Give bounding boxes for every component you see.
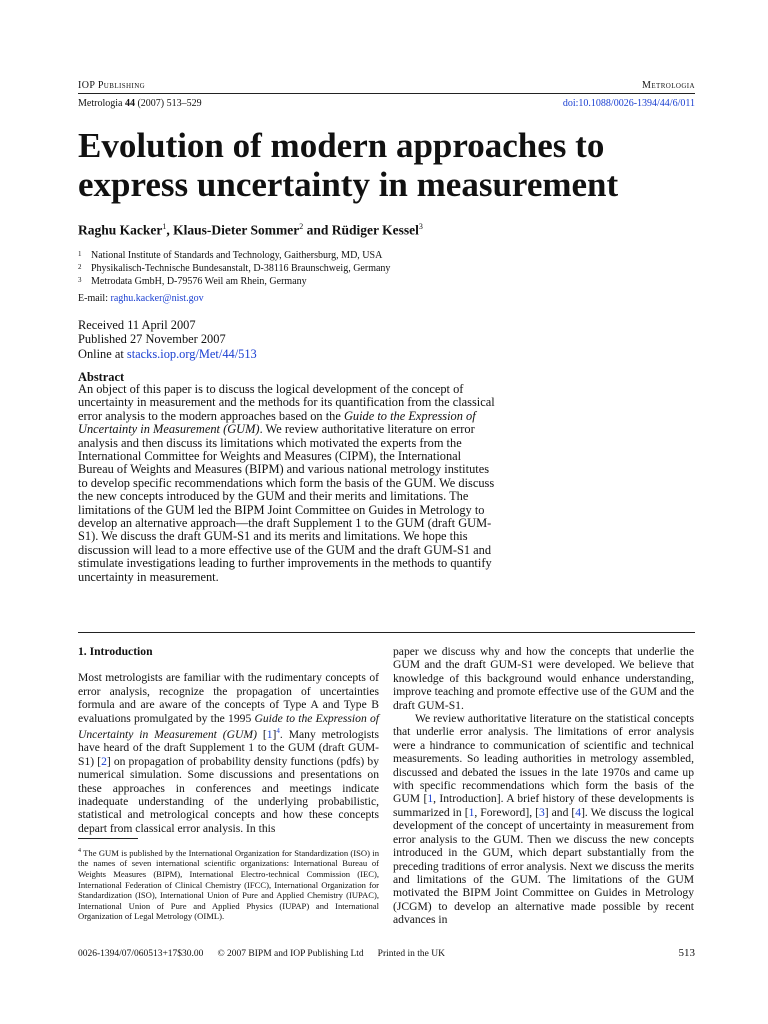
paper-title: Evolution of modern approaches to express uncertainty in measurement [78,126,619,204]
text-run: [ [256,727,267,741]
affiliation-number: 1 [78,250,82,258]
citation-link[interactable]: 4 [575,805,582,819]
abstract-text [78,383,498,584]
publisher-name: IOP Publishing [78,80,146,91]
received-date: Received 11 April 2007 [78,318,196,332]
author-list [78,222,423,239]
footnote-rule [78,838,138,839]
text-run: ] on propagation of probability density functions (pdfs) by numerical simulation. Some discussions and presentations on these approaches in conferences and meetings indicate inadequate understanding of the underlying probabilistic, statistical and metrological concepts and how these concepts depart from classical error analysis. In this [78,754,379,835]
gum-title-italic: Guide to the Expression of Uncertainty in Measurement (GUM) [78,711,379,741]
left-column [78,645,379,835]
online-label: Online at [78,346,127,361]
author-separator: and [303,222,332,238]
affiliation-item [78,262,390,275]
author-name: Klaus-Dieter Sommer [173,222,300,238]
text-run: ]. We discuss the logical development of the concept of uncertainty in measurement from error analysis to the GUM. Then we discuss the new concepts introduced in the GUM, which depart substantially from the preceding traditions of error analysis. Next we discuss the merits and limitations of the GUM. The limitations of the GUM motivated the BIPM Joint Committee on Guides in Metrology (JCGM) to develop an alternative made possible by recent advances in [393,805,695,927]
text-run: , Introduction]. A brief history of these developments is summarized in [ [393,792,694,819]
abstract-italic: Guide to the Expression of Uncertainty in Measurement (GUM) [78,408,476,437]
intro-paragraph [78,671,379,835]
author-separator: , [166,222,174,238]
text-run: . Many metrologists have heard of the draft Supplement 1 to the GUM (draft GUM-S1) [ [78,727,379,768]
footnote-number: 4 [78,848,81,854]
citation-link[interactable]: 1 [427,792,434,806]
affiliation-item [78,249,390,262]
abstract-part: . We review authoritative literature on error analysis and then discuss its limitations which motivated the experts from the International Committee for Weights and Measures (CIPM), the International Bureau of Weights and Measures (BIPM) and various national metrology institutes to develop specific recommendations which form the basis of the GUM. We discuss the new concepts introduced by the GUM and their merits and limitations. The limitations of the GUM led the BIPM Joint Committee on Guides in Metrology to develop an alternative approach—the draft Supplement 1 to the GUM (draft GUM-S1). We discuss the draft GUM-S1 and its merits and limitations. We hope this discussion will lead to a more effective use of the GUM and the draft GUM-S1 and stimulate investigations leading to further improvements in the methods to quantify uncertainty in measurement. [78,422,495,584]
abstract-part: An object of this paper is to discuss the logical development of the concept of uncertainty in measurement and the methods for its quantification from the classical error analysis to the modern approaches based on the [78,382,495,423]
citation-link[interactable]: 1 [468,805,475,819]
citation-line [78,98,202,109]
author-name: Raghu Kacker [78,222,163,238]
citation-link[interactable]: 3 [538,805,545,819]
right-column [393,645,694,927]
citation-rest: (2007) 513–529 [137,98,202,109]
online-link[interactable]: stacks.iop.org/Met/44/513 [126,346,257,361]
citation-journal: Metrologia [78,98,123,109]
footnote [78,846,379,922]
issn-code: 0026-1394/07/060513+17$30.00 [78,949,204,959]
text-run: Most metrologists are familiar with the rudimentary concepts of error analysis, recognize the propagation of uncertainties formula and are aware of the concepts of Type A and Type B evaluations promulgated by the 1995 [78,671,379,725]
affiliation-text: Metrodata GmbH, D-79576 Weil am Rhein, Germany [91,276,307,288]
publication-dates [78,318,257,361]
intro-paragraph [393,712,694,927]
intro-paragraph: paper we discuss why and how the concepts that underlie the GUM and the draft GUM-S1 were developed. We believe that knowledge of this background would enhance understanding, improve teaching and promote effective use of the GUM and the draft GUM-S1. [393,645,694,712]
citation-link[interactable]: 1 [266,727,273,741]
text-run: ] [272,727,277,741]
author-name: Rüdiger Kessel [331,222,419,238]
affiliation-number: 2 [78,263,82,272]
author-affil-mark: 1 [162,222,167,231]
printed-in: Printed in the UK [377,949,445,959]
journal-name: Metrologia [642,80,695,91]
copyright: © 2007 BIPM and IOP Publishing Ltd [217,949,364,959]
citation-volume: 44 [124,98,135,109]
header-rule [78,93,695,94]
text-run: We review authoritative literature on the statistical concepts that underlie error analysis. The limitations of error analysis were a hindrance to communication of scientific and technical measurements. So leading authorities in metrology assembled, discussed and debated the issues in the late 1970s and came up with specific recommendations which form the basis of the GUM [ [393,712,694,806]
email-label: E-mail: [78,293,111,304]
affiliation-number: 3 [78,276,82,285]
affiliation-text: National Institute of Standards and Technology, Gaithersburg, MD, USA [91,250,383,261]
section-heading: 1. Introduction [78,645,153,658]
author-affil-mark: 3 [418,222,423,231]
text-run: , Foreword], [ [474,805,539,819]
email-link[interactable]: raghu.kacker@nist.gov [110,293,204,304]
author-affil-mark: 2 [299,222,304,231]
footer-info [78,949,459,959]
section-rule [78,632,695,633]
citation-link[interactable]: 2 [101,754,107,768]
text-run: ] and [ [544,805,576,819]
footnote-marker[interactable]: 4 [276,727,280,736]
page-number: 513 [678,947,695,959]
abstract-heading: Abstract [78,370,125,384]
contact-email [78,293,204,304]
footnote-text: The GUM is published by the International Organization for Standardization (ISO) in the names of seven international scientific organizations: International Bureau of Weights Measures (BIPM), International Electro-technical Commission (IEC), International Federation of Clinical Chemistry (IFCC), International Organization for Standardization (ISO), International Union of Pure and Applied Chemistry (IUPAC), International Union of Pure and Applied Physics (IUPAP) and International Organization of Legal Metrology (OIML). [78,847,379,922]
affiliation-text: Physikalisch-Technische Bundesanstalt, D-38116 Braunschweig, Germany [91,263,391,275]
affiliations [78,249,390,289]
published-date: Published 27 November 2007 [78,332,226,347]
affiliation-item [78,275,390,288]
online-line [78,347,257,361]
doi-link[interactable]: doi:10.1088/0026-1394/44/6/011 [562,98,695,109]
